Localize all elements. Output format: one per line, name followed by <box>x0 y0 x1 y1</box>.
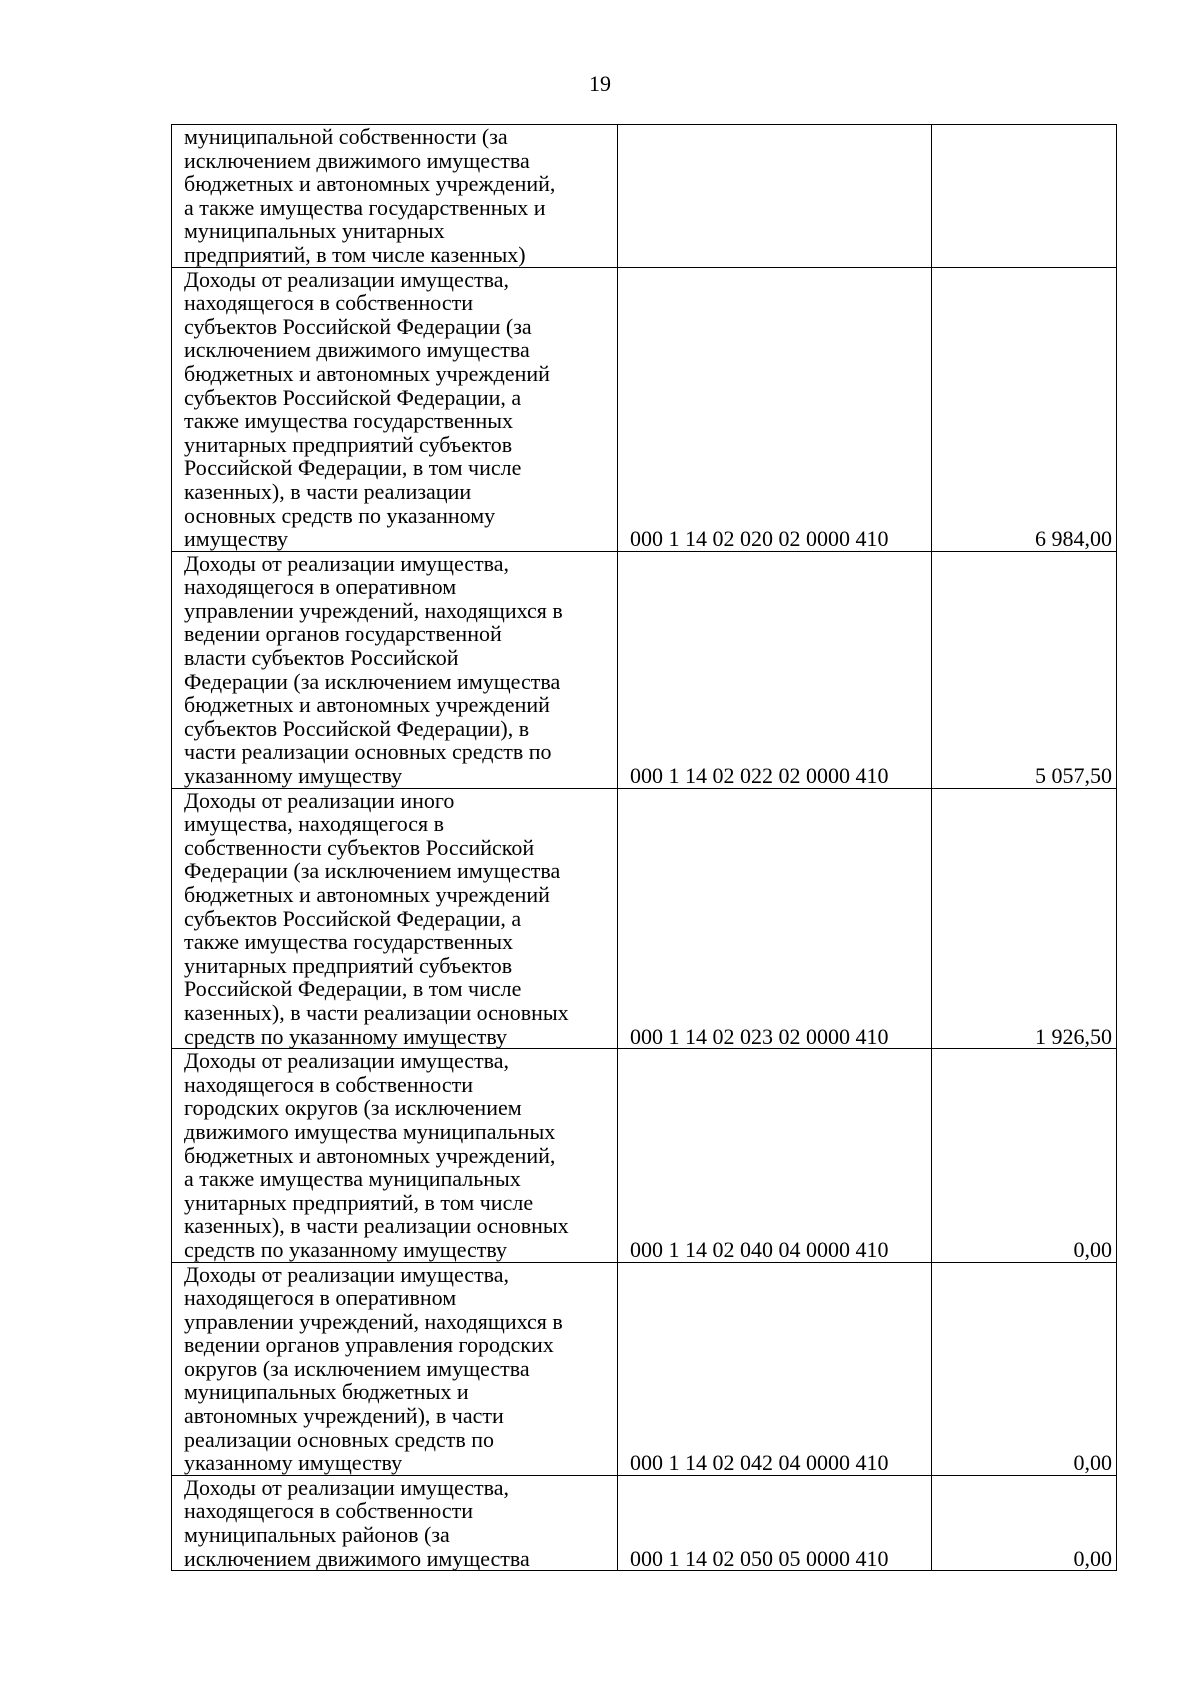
revenue-description-cell <box>172 1475 618 1570</box>
budget-code-cell: 000 1 14 02 023 02 0000 410 <box>618 788 932 1049</box>
budget-code-cell <box>618 125 932 268</box>
amount-cell: 1 926,50 <box>932 788 1117 1049</box>
revenue-description: Доходы от реализации имущества, находящегося в собственности субъектов Российской Федерации (за исключением движимого имущества бюджетных и автономных учреждений субъектов Российской Федерации, а также имущества государственных унитарных предприятий субъектов Российской Федерации, в том числе казенных), в части реализации основных средств по указанному имуществу <box>184 266 550 552</box>
revenue-description-cell <box>172 788 618 1049</box>
page-number: 19 <box>589 71 611 96</box>
budget-code-cell: 000 1 14 02 050 05 0000 410 <box>618 1475 932 1570</box>
amount-cell: 6 984,00 <box>932 267 1117 551</box>
revenue-description: Доходы от реализации иного имущества, находящегося в собственности субъектов Российской Федерации (за исключением имущества бюджетных и автономных учреждений субъектов Российской Федерации, а также имущества государственных унитарных предприятий субъектов Российской Федерации, в том числе казенных), в части реализации основных средств по указанному имуществу <box>184 787 569 1049</box>
budget-code-cell: 000 1 14 02 040 04 0000 410 <box>618 1049 932 1262</box>
revenue-description-cell <box>172 267 618 551</box>
budget-code-cell: 000 1 14 02 022 02 0000 410 <box>618 551 932 788</box>
amount-cell <box>932 125 1117 268</box>
table-row <box>172 1475 1117 1570</box>
table-row <box>172 1049 1117 1262</box>
table-row <box>172 267 1117 551</box>
table-row <box>172 551 1117 788</box>
revenue-description-cell <box>172 1262 618 1475</box>
amount-cell: 0,00 <box>932 1049 1117 1262</box>
revenue-description: Доходы от реализации имущества, находящегося в оперативном управлении учреждений, находящихся в ведении органов государственной власти субъектов Российской Федерации (за исключением имущества бюджетных и автономных учреждений субъектов Российской Федерации), в части реализации основных средств по указанному имуществу <box>184 550 563 789</box>
revenue-description: Доходы от реализации имущества, находящегося в собственности муниципальных районов (за исключением движимого имущества <box>184 1474 530 1571</box>
revenue-description: Доходы от реализации имущества, находящегося в оперативном управлении учреждений, находящихся в ведении органов управления городских округов (за исключением имущества муниципальных бюджетных и автономных учреждений), в части реализации основных средств по указанному имуществу <box>184 1261 563 1476</box>
budget-code-cell: 000 1 14 02 020 02 0000 410 <box>618 267 932 551</box>
table-row <box>172 788 1117 1049</box>
amount-cell: 5 057,50 <box>932 551 1117 788</box>
amount-cell: 0,00 <box>932 1475 1117 1570</box>
revenue-table <box>171 124 1117 1571</box>
budget-code-cell: 000 1 14 02 042 04 0000 410 <box>618 1262 932 1475</box>
table-row <box>172 1262 1117 1475</box>
revenue-description: Доходы от реализации имущества, находящегося в собственности городских округов (за исключением движимого имущества муниципальных бюджетных и автономных учреждений, а также имущества муниципальных унитарных предприятий, в том числе казенных), в части реализации основных средств по указанному имуществу <box>184 1048 569 1262</box>
revenue-description-cell <box>172 551 618 788</box>
amount-cell: 0,00 <box>932 1262 1117 1475</box>
revenue-description: муниципальной собственности (за исключением движимого имущества бюджетных и автономных учреждений, а также имущества государственных и муниципальных унитарных предприятий, в том числе казенных) <box>184 124 556 267</box>
revenue-description-cell <box>172 1049 618 1262</box>
revenue-description-cell <box>172 125 618 268</box>
table-row <box>172 125 1117 268</box>
